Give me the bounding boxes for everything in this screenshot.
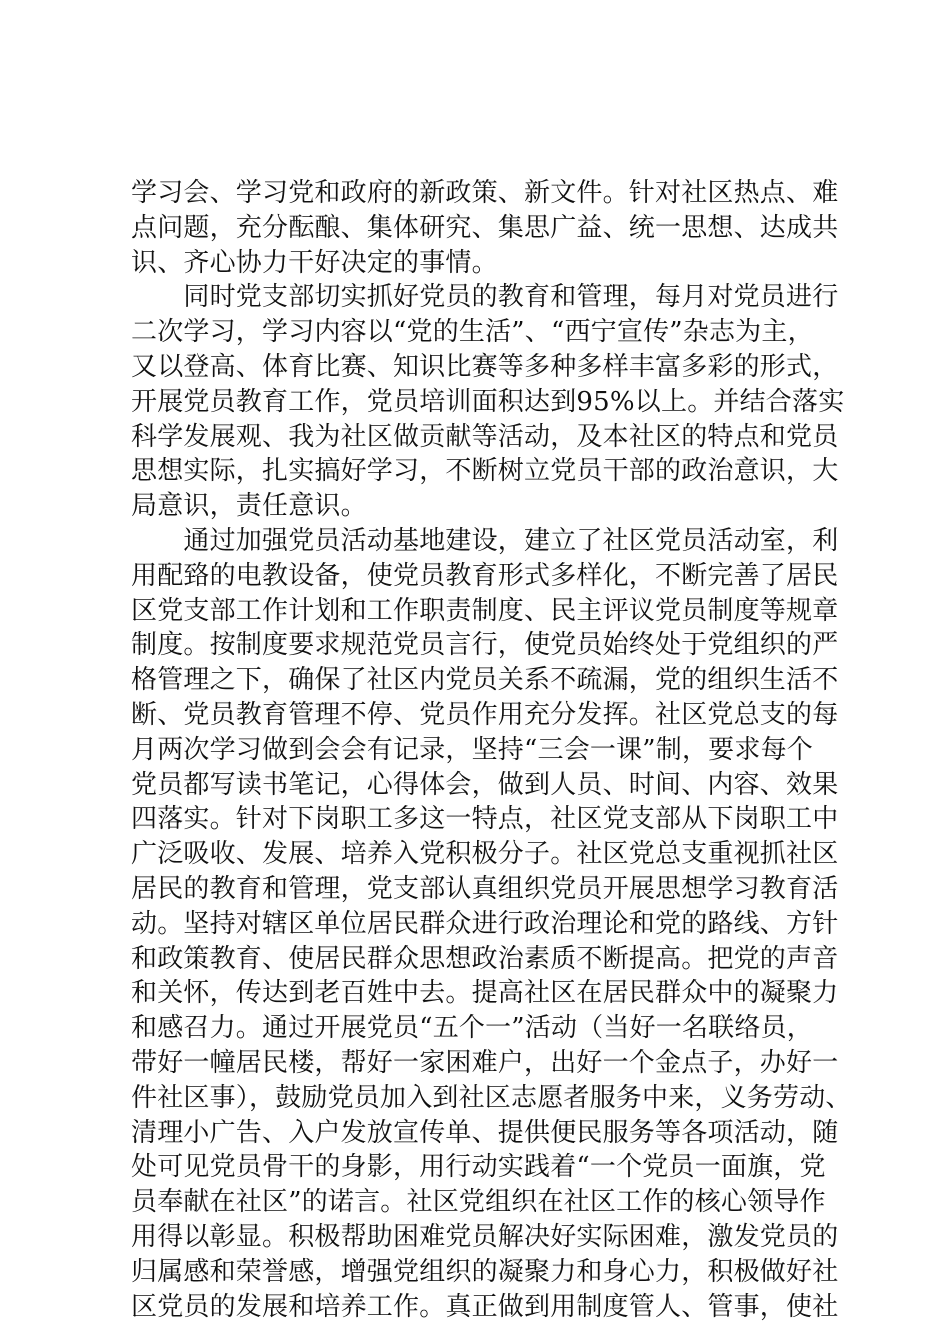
text-line: 和感召力。通过开展党员“五个一”活动（当好一名联络员， bbox=[131, 1013, 813, 1044]
text-line: 又以登高、体育比赛、知识比赛等多种多样丰富多彩的形式， bbox=[131, 351, 839, 382]
text-line: 科学发展观、我为社区做贡献等活动，及本社区的特点和党员 bbox=[131, 421, 839, 452]
text-line: 件社区事），鼓励党员加入到社区志愿者服务中来，义务劳动、 bbox=[131, 1082, 852, 1113]
text-line: 员奉献在社区”的诺言。社区党组织在社区工作的核心领导作 bbox=[131, 1187, 826, 1218]
text-line: 用得以彰显。积极帮助困难党员解决好实际困难，激发党员的 bbox=[131, 1221, 839, 1252]
text-line: 动。坚持对辖区单位居民群众进行政治理论和党的路线、方针 bbox=[131, 908, 839, 939]
text-line: 和关怀，传达到老百姓中去。提高社区在居民群众中的凝聚力 bbox=[131, 978, 839, 1009]
text-line: 二次学习，学习内容以“党的生活”、“西宁宣传”杂志为主， bbox=[131, 317, 814, 348]
text-line: 党员都写读书笔记，心得体会，做到人员、时间、内容、效果 bbox=[131, 769, 839, 800]
text-line: 学习会、学习党和政府的新政策、新文件。针对社区热点、难 bbox=[131, 178, 839, 208]
text-line: 开展党员教育工作，党员培训面积达到95%以上。并结合落实 bbox=[131, 386, 845, 417]
text-line: 识、齐心协力干好决定的事情。 bbox=[131, 247, 498, 278]
text-line: 归属感和荣誉感，增强党组织的凝聚力和身心力，积极做好社 bbox=[131, 1256, 839, 1287]
text-line: 通过加强党员活动基地建设，建立了社区党员活动室，利 bbox=[131, 525, 839, 556]
text-line: 区党支部工作计划和工作职责制度、民主评议党员制度等规章 bbox=[131, 595, 839, 626]
text-line: 居民的教育和管理，党支部认真组织党员开展思想学习教育活 bbox=[131, 873, 839, 904]
text-line: 处可见党员骨干的身影，用行动实践着“一个党员一面旗，党 bbox=[131, 1152, 826, 1183]
text-line: 广泛吸收、发展、培养入党积极分子。社区党总支重视抓社区 bbox=[131, 839, 839, 870]
text-line: 带好一幢居民楼，帮好一家困难户，出好一个金点子，办好一 bbox=[131, 1047, 839, 1078]
text-line: 区党员的发展和培养工作。真正做到用制度管人、管事，使社 bbox=[131, 1291, 839, 1322]
text-line: 和政策教育、使居民群众思想政治素质不断提高。把党的声音 bbox=[131, 943, 839, 974]
text-line: 点问题，充分酝酿、集体研究、集思广益、统一思想、达成共 bbox=[131, 212, 839, 243]
text-line: 思想实际，扎实搞好学习，不断树立党员干部的政治意识，大 bbox=[131, 456, 839, 487]
text-line: 四落实。针对下岗职工多这一特点，社区党支部从下岗职工中 bbox=[131, 804, 839, 835]
text-line: 格管理之下，确保了社区内党员关系不疏漏，党的组织生活不 bbox=[131, 665, 839, 696]
text-line: 用配臵的电教设备，使党员教育形式多样化，不断完善了居民 bbox=[131, 560, 839, 591]
text-line: 清理小广告、入户发放宣传单、提供便民服务等各项活动，随 bbox=[131, 1117, 839, 1148]
text-line: 断、党员教育管理不停、党员作用充分发挥。社区党总支的每 bbox=[131, 699, 839, 730]
text-line: 同时党支部切实抓好党员的教育和管理，每月对党员进行 bbox=[131, 282, 839, 313]
text-line: 月两次学习做到会会有记录，坚持“三会一课”制，要求每个 bbox=[131, 734, 813, 765]
text-line: 局意识，责任意识。 bbox=[131, 491, 367, 522]
document-body-text bbox=[131, 176, 852, 1324]
text-line: 制度。按制度要求规范党员言行，使党员始终处于党组织的严 bbox=[131, 630, 839, 661]
